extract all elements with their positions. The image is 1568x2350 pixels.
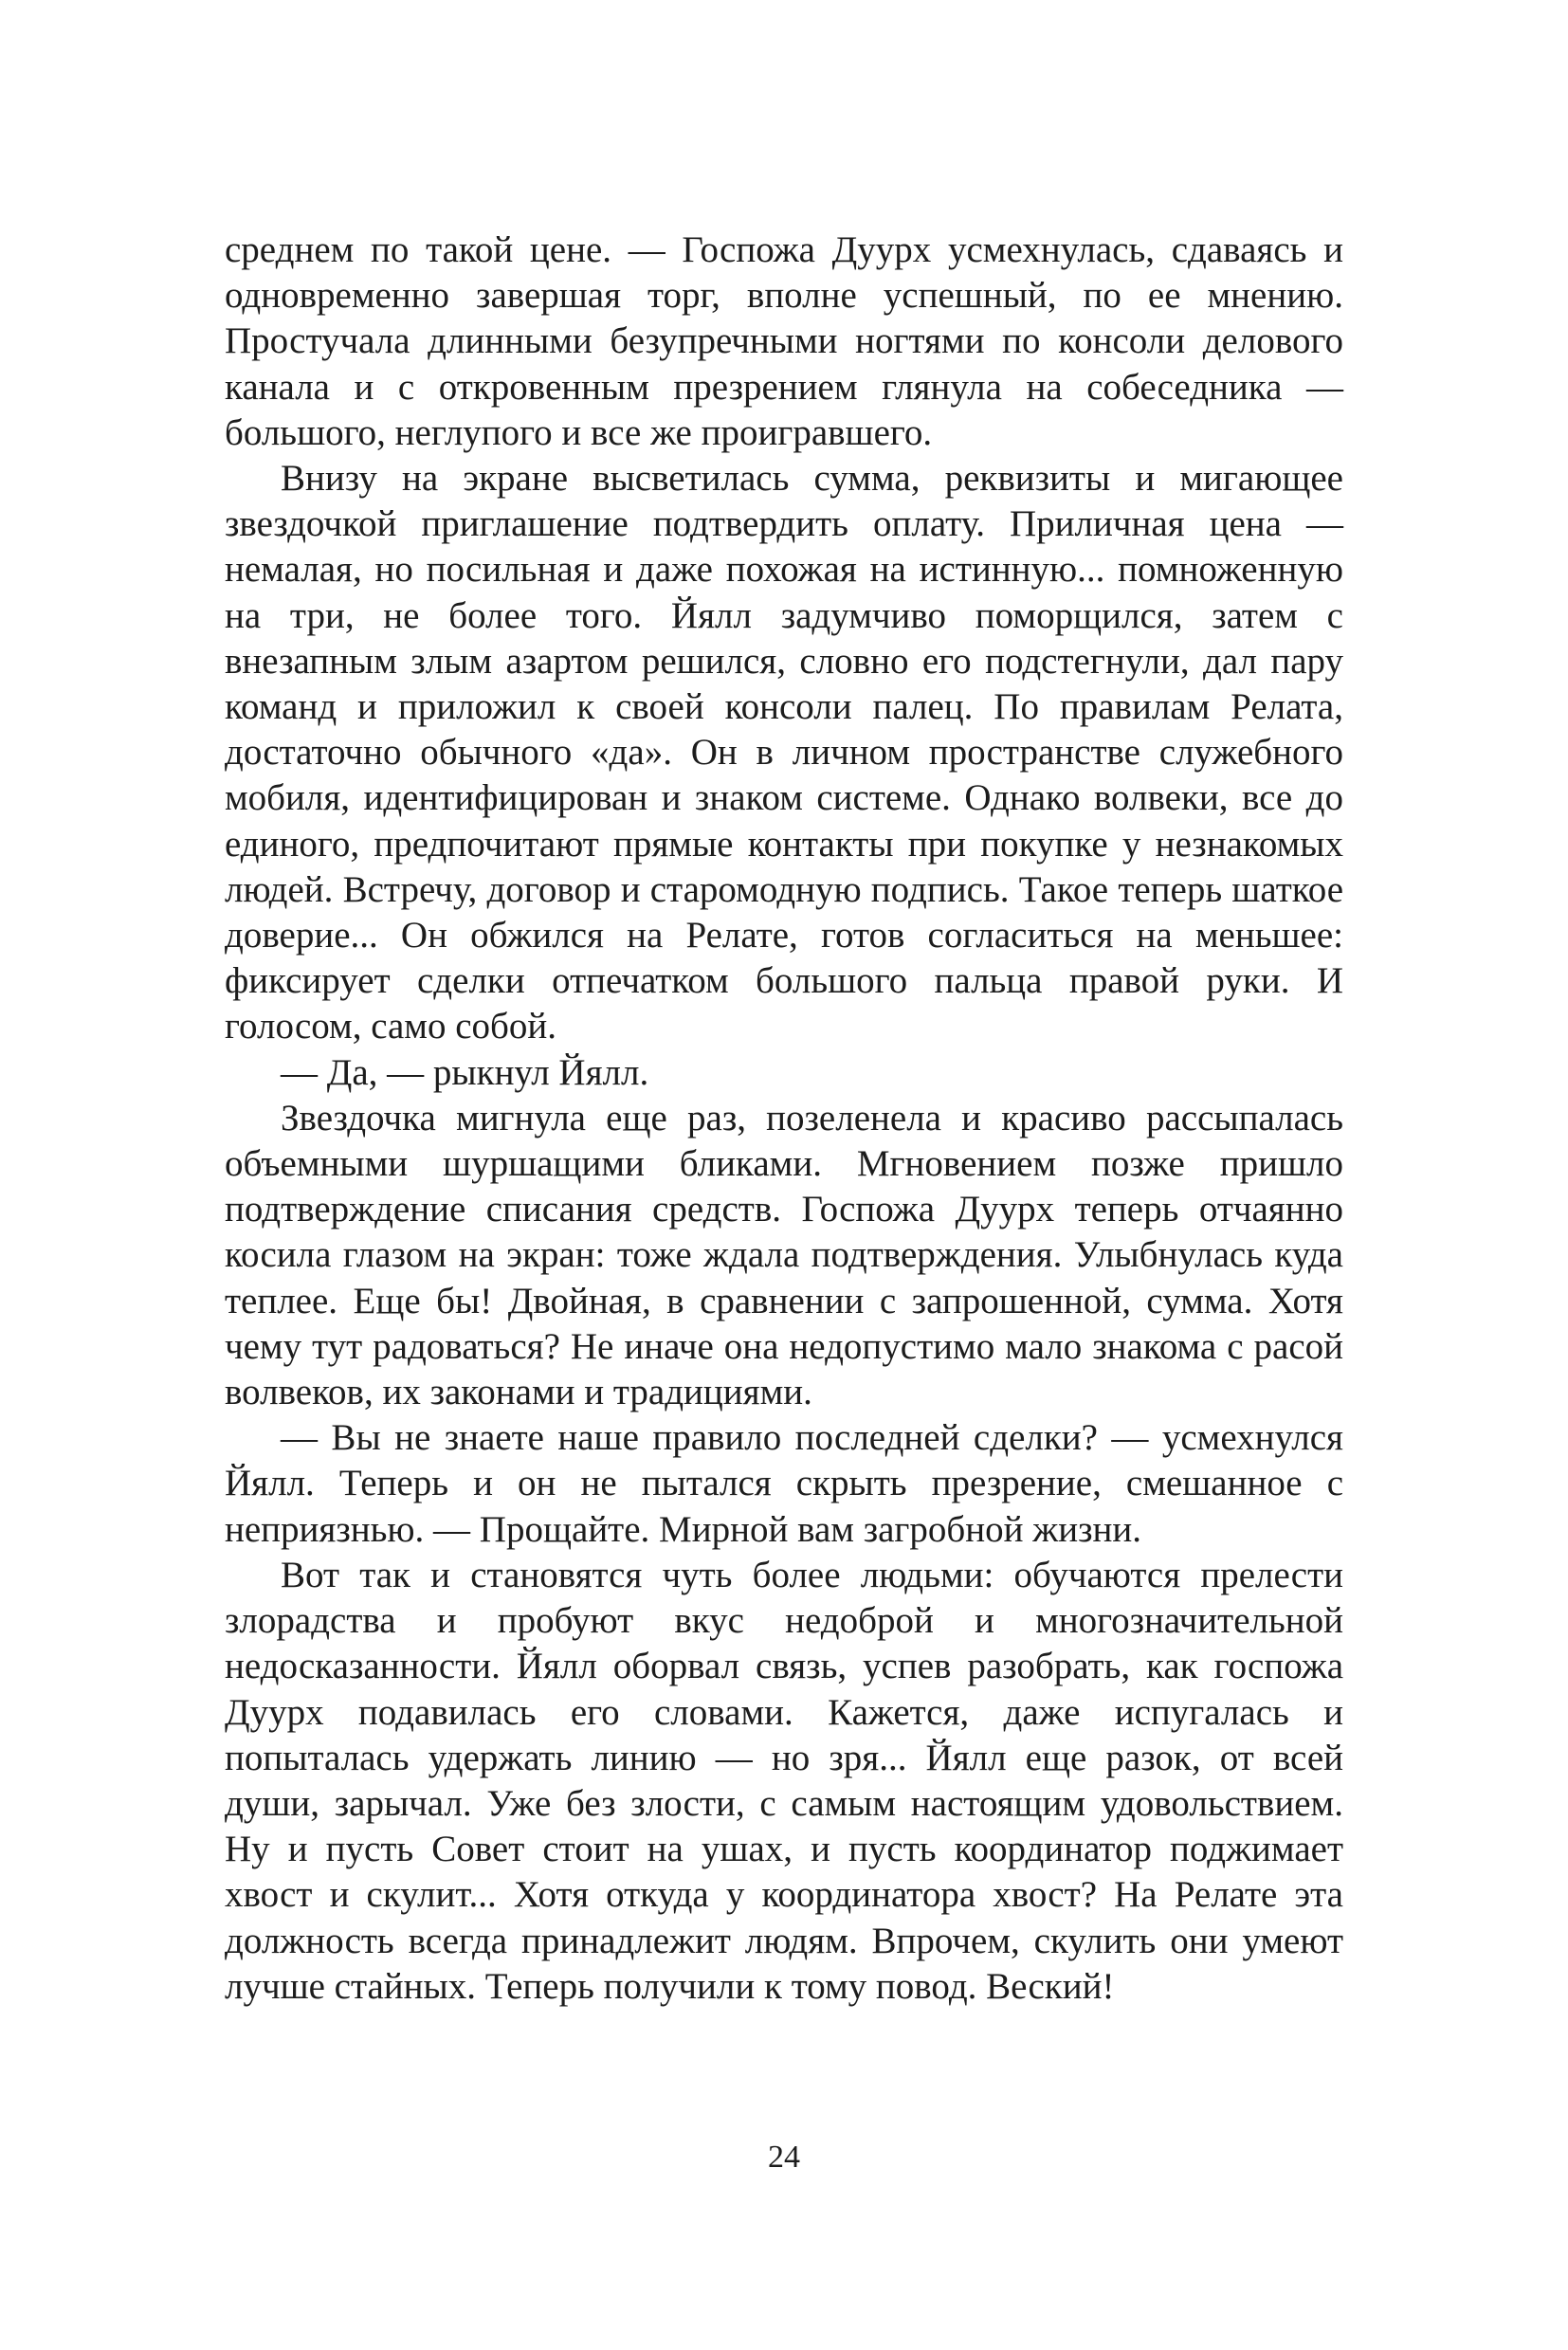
body-text bbox=[225, 228, 1343, 2010]
paragraph-1: среднем по такой цене. — Госпожа Дуурх усмехнулась, сдаваясь и одновременно завершая торг, вполне успешный, по ее мнению. Простучала длинными безупречными ногтями по консоли делового канала и с откровенным презрением глянула на собеседника — большого, неглупого и все же проигравшего. bbox=[225, 229, 1343, 453]
paragraph-3-dialogue: — Да, — рыкнул Йялл. bbox=[281, 1051, 649, 1093]
paragraph-5-dialogue: — Вы не знаете наше правило последней сделки? — усмехнулся Йялл. Теперь и он не пытался скрыть презрение, смешанное с неприязнью. — Прощайте. Мирной вам загробной жизни. bbox=[225, 1417, 1343, 1550]
paragraph-2: Внизу на экране высветилась сумма, реквизиты и мигающее звездочкой приглашение подтвердить оплату. Приличная цена — немалая, но посильная и даже похожая на истинную... помноженную на три, не более того. Йялл задумчиво поморщился, затем с внезапным злым азартом решился, словно его подстегнули, дал пару команд и приложил к своей консоли палец. По правилам Релата, достаточно обычного «да». Он в личном пространстве служебного мобиля, идентифицирован и знаком системе. Однако волвеки, все до единого, предпочитают прямые контакты при покупке у незнакомых людей. Встречу, договор и старомодную подпись. Такое теперь шаткое доверие... Он обжился на Релате, готов согласиться на меньшее: фиксирует сделки отпечатком большого пальца правой руки. И голосом, само собой. bbox=[225, 458, 1343, 1047]
page-number: 24 bbox=[768, 2140, 800, 2175]
paragraph-6: Вот так и становятся чуть более людьми: обучаются прелести злорадства и пробуют вкус недоброй и многозначительной недосказанности. Йялл оборвал связь, успев разобрать, как госпожа Дуурх подавилась его словами. Кажется, даже испугалась и попыталась удержать линию — но зря... Йялл еще разок, от всей души, зарычал. Уже без злости, с самым настоящим удовольствием. Ну и пусть Совет стоит на ушах, и пусть координатор поджимает хвост и скулит... Хотя откуда у координатора хвост? На Релате эта должность всегда принадлежит людям. Впрочем, скулить они умеют лучше стайных. Теперь получили к тому повод. Веский! bbox=[225, 1554, 1343, 2007]
paragraph-4: Звездочка мигнула еще раз, позеленела и красиво рассыпалась объемными шуршащими бликами. Мгновением позже пришло подтверждение списания средств. Госпожа Дуурх теперь отчаянно косила глазом на экран: тоже ждала подтверждения. Улыбнулась куда теплее. Еще бы! Двойная, в сравнении с запрошенной, сумма. Хотя чему тут радоваться? Не иначе она недопустимо мало знакома с расой волвеков, их законами и традициями. bbox=[225, 1097, 1343, 1413]
